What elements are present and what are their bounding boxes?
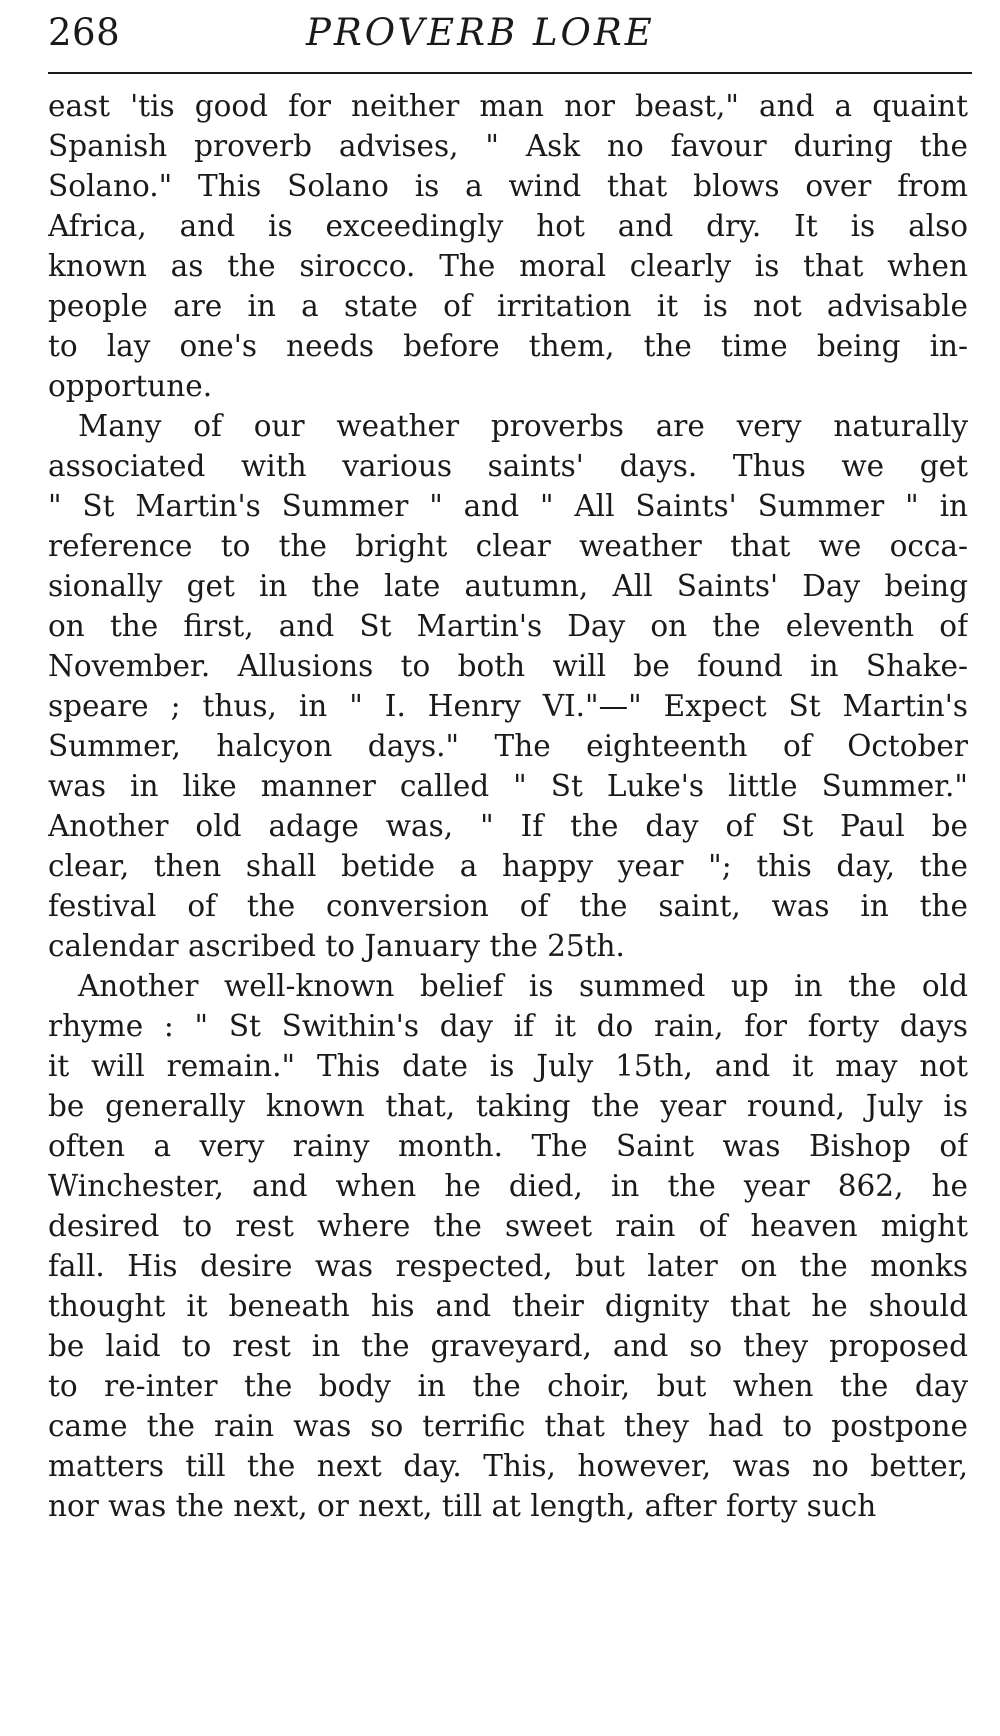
- paragraph: [48, 966, 968, 1526]
- text-line: be generally known that, taking the year round, July is: [48, 1089, 968, 1123]
- text-line: reference to the bright clear weather that we occa-: [48, 529, 968, 563]
- text-line: to re-inter the body in the choir, but when the day: [48, 1369, 968, 1403]
- body-text: [48, 86, 968, 1526]
- text-line: thought it beneath his and their dignity that he should: [48, 1289, 968, 1323]
- text-line: be laid to rest in the graveyard, and so they proposed: [48, 1329, 968, 1363]
- text-line: known as the sirocco. The moral clearly is that when: [48, 249, 968, 283]
- text-line: on the first, and St Martin's Day on the eleventh of: [48, 609, 968, 643]
- text-line: calendar ascribed to January the 25th.: [48, 929, 625, 963]
- text-line: was in like manner called " St Luke's little Summer.": [48, 769, 968, 803]
- text-line: fall. His desire was respected, but later on the monks: [48, 1249, 968, 1283]
- text-line: east 'tis good for neither man nor beast," and a quaint: [48, 89, 968, 123]
- text-line: matters till the next day. This, however, was no better,: [48, 1449, 968, 1483]
- text-line: Many of our weather proverbs are very naturally: [78, 409, 968, 443]
- text-line: opportune.: [48, 369, 213, 403]
- page-header: [48, 4, 968, 68]
- paragraph: [48, 86, 968, 406]
- text-line: " St Martin's Summer " and " All Saints' Summer " in: [48, 489, 968, 523]
- text-line: nor was the next, or next, till at length, after forty such: [48, 1489, 877, 1523]
- text-line: it will remain." This date is July 15th, and it may not: [48, 1049, 968, 1083]
- text-line: Winchester, and when he died, in the year 862, he: [48, 1169, 968, 1203]
- header-rule: [48, 72, 972, 74]
- text-line: to lay one's needs before them, the time being in-: [48, 329, 968, 363]
- text-line: sionally get in the late autumn, All Saints' Day being: [48, 569, 968, 603]
- page-number: 268: [48, 11, 121, 54]
- text-line: festival of the conversion of the saint, was in the: [48, 889, 968, 923]
- text-line: November. Allusions to both will be found in Shake-: [48, 649, 968, 683]
- text-line: Solano." This Solano is a wind that blows over from: [48, 169, 968, 203]
- text-line: Spanish proverb advises, " Ask no favour during the: [48, 129, 968, 163]
- text-line: Another well-known belief is summed up in the old: [78, 969, 968, 1003]
- text-line: rhyme : " St Swithin's day if it do rain, for forty days: [48, 1009, 968, 1043]
- text-line: came the rain was so terrific that they had to postpone: [48, 1409, 968, 1443]
- running-title: PROVERB LORE: [306, 11, 655, 54]
- text-line: often a very rainy month. The Saint was Bishop of: [48, 1129, 968, 1163]
- text-line: associated with various saints' days. Thus we get: [48, 449, 968, 483]
- text-line: speare ; thus, in " I. Henry VI."—" Expect St Martin's: [48, 689, 968, 723]
- text-line: Summer, halcyon days." The eighteenth of October: [48, 729, 968, 763]
- text-line: clear, then shall betide a happy year "; this day, the: [48, 849, 968, 883]
- paragraph: [48, 406, 968, 966]
- text-line: Africa, and is exceedingly hot and dry. It is also: [48, 209, 968, 243]
- text-line: desired to rest where the sweet rain of heaven might: [48, 1209, 968, 1243]
- text-line: people are in a state of irritation it is not advisable: [48, 289, 968, 323]
- text-line: Another old adage was, " If the day of St Paul be: [48, 809, 968, 843]
